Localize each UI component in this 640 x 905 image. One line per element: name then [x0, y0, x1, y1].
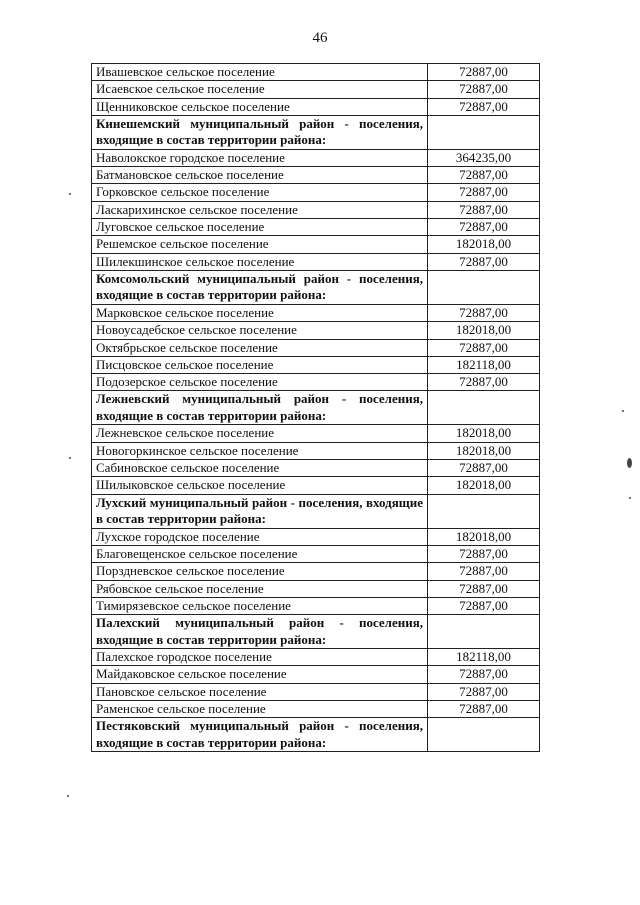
scan-speck: [627, 458, 632, 468]
allocation-amount: [428, 270, 540, 304]
allocation-table-body: [92, 64, 540, 752]
settlement-row: [92, 477, 540, 494]
page-number: 46: [312, 30, 328, 46]
settlement-name: Октябрьское сельское поселение: [92, 339, 428, 356]
settlement-row: [92, 339, 540, 356]
settlement-row: [92, 597, 540, 614]
settlement-row: [92, 236, 540, 253]
settlement-name: Батмановское сельское поселение: [92, 167, 428, 184]
allocation-amount: 72887,00: [428, 184, 540, 201]
settlement-row: [92, 322, 540, 339]
allocation-amount: 182118,00: [428, 649, 540, 666]
allocation-amount: 72887,00: [428, 701, 540, 718]
settlement-row: [92, 580, 540, 597]
settlement-row: [92, 460, 540, 477]
allocation-amount: 72887,00: [428, 374, 540, 391]
settlement-row: [92, 563, 540, 580]
district-heading-row: [92, 718, 540, 752]
settlement-row: [92, 184, 540, 201]
settlement-name: Горковское сельское поселение: [92, 184, 428, 201]
settlement-row: [92, 81, 540, 98]
scan-speck: [67, 795, 69, 797]
settlement-row: [92, 149, 540, 166]
allocation-amount: 182018,00: [428, 528, 540, 545]
allocation-amount: 72887,00: [428, 167, 540, 184]
settlement-name: Рябовское сельское поселение: [92, 580, 428, 597]
district-heading-row: [92, 270, 540, 304]
allocation-amount: 182018,00: [428, 236, 540, 253]
district-heading: Кинешемский муниципальный район - поселения, входящие в состав территории района:: [92, 115, 428, 149]
district-heading-row: [92, 615, 540, 649]
allocation-amount: 72887,00: [428, 253, 540, 270]
settlement-row: [92, 545, 540, 562]
allocation-amount: [428, 494, 540, 528]
district-heading: Пестяковский муниципальный район - поселения, входящие в состав территории района:: [92, 718, 428, 752]
allocation-amount: 182018,00: [428, 322, 540, 339]
settlement-name: Ивашевское сельское поселение: [92, 64, 428, 81]
settlement-name: Тимирязевское сельское поселение: [92, 597, 428, 614]
allocation-amount: 72887,00: [428, 597, 540, 614]
settlement-name: Подозерское сельское поселение: [92, 374, 428, 391]
settlement-row: [92, 442, 540, 459]
settlement-row: [92, 219, 540, 236]
settlement-name: Лухское городское поселение: [92, 528, 428, 545]
settlement-name: Порздневское сельское поселение: [92, 563, 428, 580]
settlement-name: Сабиновское сельское поселение: [92, 460, 428, 477]
allocation-amount: 182118,00: [428, 356, 540, 373]
settlement-row: [92, 425, 540, 442]
allocation-amount: 182018,00: [428, 477, 540, 494]
allocation-table: [91, 63, 540, 752]
settlement-name: Ласкарихинское сельское поселение: [92, 201, 428, 218]
district-heading-row: [92, 494, 540, 528]
settlement-name: Исаевское сельское поселение: [92, 81, 428, 98]
district-heading-row: [92, 115, 540, 149]
settlement-row: [92, 374, 540, 391]
allocation-amount: [428, 115, 540, 149]
allocation-amount: 72887,00: [428, 683, 540, 700]
settlement-name: Луговское сельское поселение: [92, 219, 428, 236]
allocation-amount: 72887,00: [428, 219, 540, 236]
settlement-row: [92, 666, 540, 683]
allocation-amount: 364235,00: [428, 149, 540, 166]
settlement-name: Шилыковское сельское поселение: [92, 477, 428, 494]
district-heading: Лухский муниципальный район - поселения, входящие в состав территории района:: [92, 494, 428, 528]
district-heading: Комсомольский муниципальный район - поселения, входящие в состав территории района:: [92, 270, 428, 304]
allocation-amount: [428, 718, 540, 752]
allocation-amount: 72887,00: [428, 666, 540, 683]
allocation-amount: 182018,00: [428, 442, 540, 459]
district-heading: Палехский муниципальный район - поселения, входящие в состав территории района:: [92, 615, 428, 649]
allocation-amount: 72887,00: [428, 98, 540, 115]
settlement-name: Благовещенское сельское поселение: [92, 545, 428, 562]
settlement-name: Майдаковское сельское поселение: [92, 666, 428, 683]
settlement-name: Новогоркинское сельское поселение: [92, 442, 428, 459]
settlement-name: Лежневское сельское поселение: [92, 425, 428, 442]
settlement-name: Марковское сельское поселение: [92, 304, 428, 321]
settlement-row: [92, 701, 540, 718]
settlement-row: [92, 683, 540, 700]
settlement-name: Шилекшинское сельское поселение: [92, 253, 428, 270]
settlement-row: [92, 201, 540, 218]
settlement-row: [92, 356, 540, 373]
settlement-row: [92, 528, 540, 545]
allocation-amount: 72887,00: [428, 81, 540, 98]
scan-speck: [622, 410, 624, 412]
settlement-name: Щенниковское сельское поселение: [92, 98, 428, 115]
settlement-name: Новоусадебское сельское поселение: [92, 322, 428, 339]
allocation-amount: [428, 615, 540, 649]
scan-speck: [69, 193, 71, 195]
settlement-row: [92, 64, 540, 81]
allocation-amount: [428, 391, 540, 425]
settlement-row: [92, 253, 540, 270]
settlement-name: Пановское сельское поселение: [92, 683, 428, 700]
settlement-name: Писцовское сельское поселение: [92, 356, 428, 373]
allocation-amount: 72887,00: [428, 460, 540, 477]
settlement-name: Палехское городское поселение: [92, 649, 428, 666]
settlement-row: [92, 167, 540, 184]
scan-speck: [629, 497, 631, 499]
allocation-amount: 72887,00: [428, 545, 540, 562]
settlement-name: Раменское сельское поселение: [92, 701, 428, 718]
allocation-amount: 72887,00: [428, 580, 540, 597]
settlement-name: Решемское сельское поселение: [92, 236, 428, 253]
settlement-row: [92, 98, 540, 115]
allocation-amount: 72887,00: [428, 304, 540, 321]
settlement-row: [92, 304, 540, 321]
allocation-amount: 72887,00: [428, 339, 540, 356]
settlement-name: Наволокское городское поселение: [92, 149, 428, 166]
allocation-amount: 72887,00: [428, 201, 540, 218]
allocation-amount: 182018,00: [428, 425, 540, 442]
settlement-row: [92, 649, 540, 666]
allocation-amount: 72887,00: [428, 563, 540, 580]
district-heading: Лежневский муниципальный район - поселения, входящие в состав территории района:: [92, 391, 428, 425]
district-heading-row: [92, 391, 540, 425]
scan-speck: [69, 457, 71, 459]
allocation-amount: 72887,00: [428, 64, 540, 81]
